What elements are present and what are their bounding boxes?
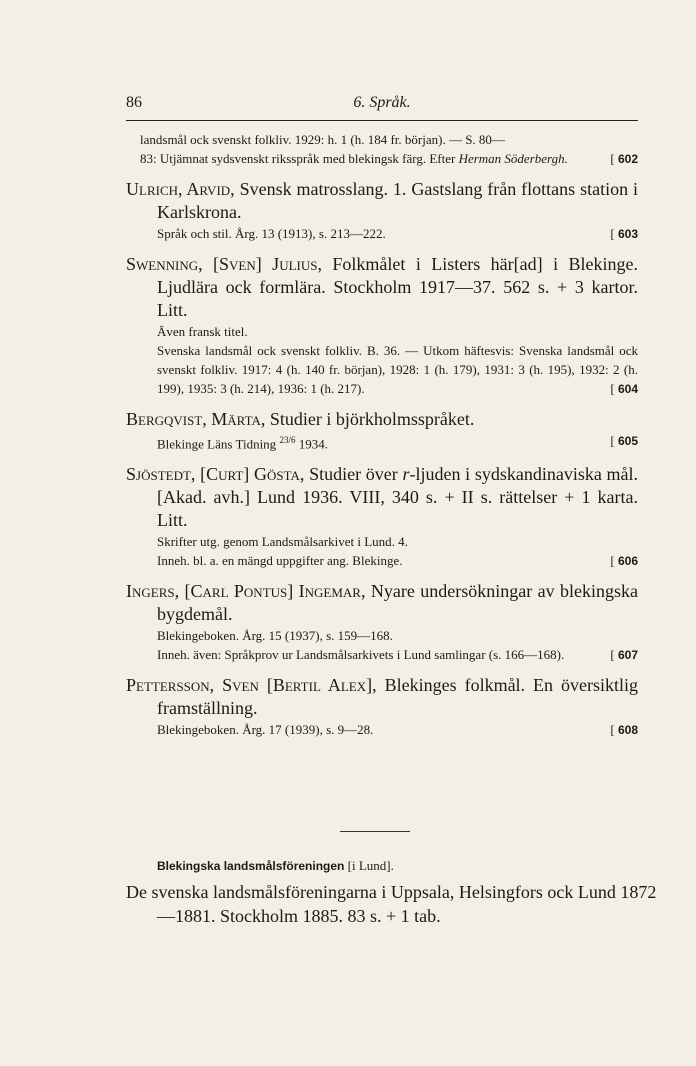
entry-note: Även fransk titel. — [157, 324, 248, 339]
entry-title: Pettersson, Sven [Bertil Alex], Blekinges folkmål. En översiktlig framställning. — [126, 675, 638, 719]
page-number: 86 — [126, 94, 142, 111]
entry-note: landsmål ock svenskt folkliv. 1929: h. 1 (h. 184 fr. början). — S. 80— — [140, 132, 505, 147]
entry-note: 83: Utjämnat sydsvenskt riksspråk med blekingsk färg. Efter Herman Söderbergh. [ 602 — [126, 149, 638, 168]
entry-title: Ulrich, Arvid, Svensk matrosslang. 1. Gastslang från flottans station i Karlskrona. — [126, 179, 638, 222]
entry-number: [ 602 — [610, 149, 638, 169]
entry-note: Svenska landsmål ock svenskt folkliv. B. 36. — Utkom häftesvis: Svenska landsmål ock svenskt folkliv. 1917: 4 (h. 140 fr. början), 1928: 1 (h. 179), 1931: 3 (h. 195), 1932: 2 (h. 199), 1935: 3 (h. 214), 1936: 1 (h. 217). [ 604 — [126, 341, 638, 398]
bibliography-list — [126, 130, 638, 749]
section-divider — [340, 831, 410, 832]
entry-number: [ 605 — [610, 431, 638, 451]
entry-604 — [126, 253, 638, 398]
entry-602 — [126, 130, 638, 168]
entry-note: Skrifter utg. genom Landsmålsarkivet i Lund. 4. — [157, 534, 408, 550]
entry-title: Ingers, [Carl Pontus] Ingemar, Nyare undersökningar av blekingska bygdemål. — [126, 581, 638, 625]
entry-606 — [126, 463, 638, 570]
page-header — [126, 94, 638, 118]
entry-note: Språk och stil. Årg. 13 (1913), s. 213—222. [ 603 — [126, 224, 638, 243]
entry-note: Blekinge Läns Tidning $^{23/6}$ 1934. [ 605 — [126, 431, 638, 453]
header-rule — [126, 120, 638, 121]
entry-607 — [126, 580, 638, 664]
entry-number: [ 607 — [610, 645, 638, 665]
section-heading: Blekingska landsmålsföreningen [i Lund]. — [157, 858, 394, 873]
entry-title: Bergqvist, Märta, Studier i björkholmsspråket. — [126, 409, 475, 429]
entry-note: Inneh. bl. a. en mängd uppgifter ang. Blekinge. [ 606 — [126, 551, 638, 570]
entry-note: Blekingeboken. Årg. 15 (1937), s. 159—168. — [157, 628, 393, 644]
entry-author: Sjöstedt, [Curt] Gösta, — [126, 464, 305, 485]
entry-author: Swenning, [Sven] Julius, — [126, 254, 322, 274]
entry-title: Sjöstedt, [Curt] Gösta, Studier över r-ljuden i sydskandinaviska mål. [Akad. avh.] Lund 1936. VIII, 340 s. + II s. rättelser + 1 karta. Litt. — [126, 464, 638, 531]
entry-number: [ 604 — [610, 379, 638, 399]
entry-note: Inneh. även: Språkprov ur Landsmålsarkivets i Lund samlingar (s. 166—168). [ 607 — [126, 645, 638, 664]
entry-603 — [126, 178, 638, 243]
entry-title: Swenning, [Sven] Julius, Folkmålet i Listers här[ad] i Blekinge. Ljudlära ock formlära. Stockholm 1917—37. 562 s. + 3 kartor. Litt. — [126, 254, 638, 320]
entry-number: [ 603 — [610, 224, 638, 244]
entry-608 — [126, 674, 638, 739]
entry-note: Blekingeboken. Årg. 17 (1939), s. 9—28. [ 608 — [126, 720, 638, 739]
entry-society-title: De svenska landsmålsföreningarna i Uppsala, Helsingfors ock Lund 1872—1881. Stockholm 1885. 83 s. + 1 tab. — [126, 882, 657, 926]
entry-author: Pettersson, Sven [Bertil Alex], — [126, 675, 377, 696]
entry-author: Ingers, [Carl Pontus] Ingemar, — [126, 581, 366, 602]
entry-author: Bergqvist, Märta, — [126, 409, 266, 429]
running-title: 6. Språk. — [353, 94, 411, 111]
entry-number: [ 608 — [610, 720, 638, 740]
entry-605 — [126, 408, 638, 453]
entry-author: Ulrich, Arvid, — [126, 179, 235, 199]
entry-number: [ 606 — [610, 551, 638, 571]
